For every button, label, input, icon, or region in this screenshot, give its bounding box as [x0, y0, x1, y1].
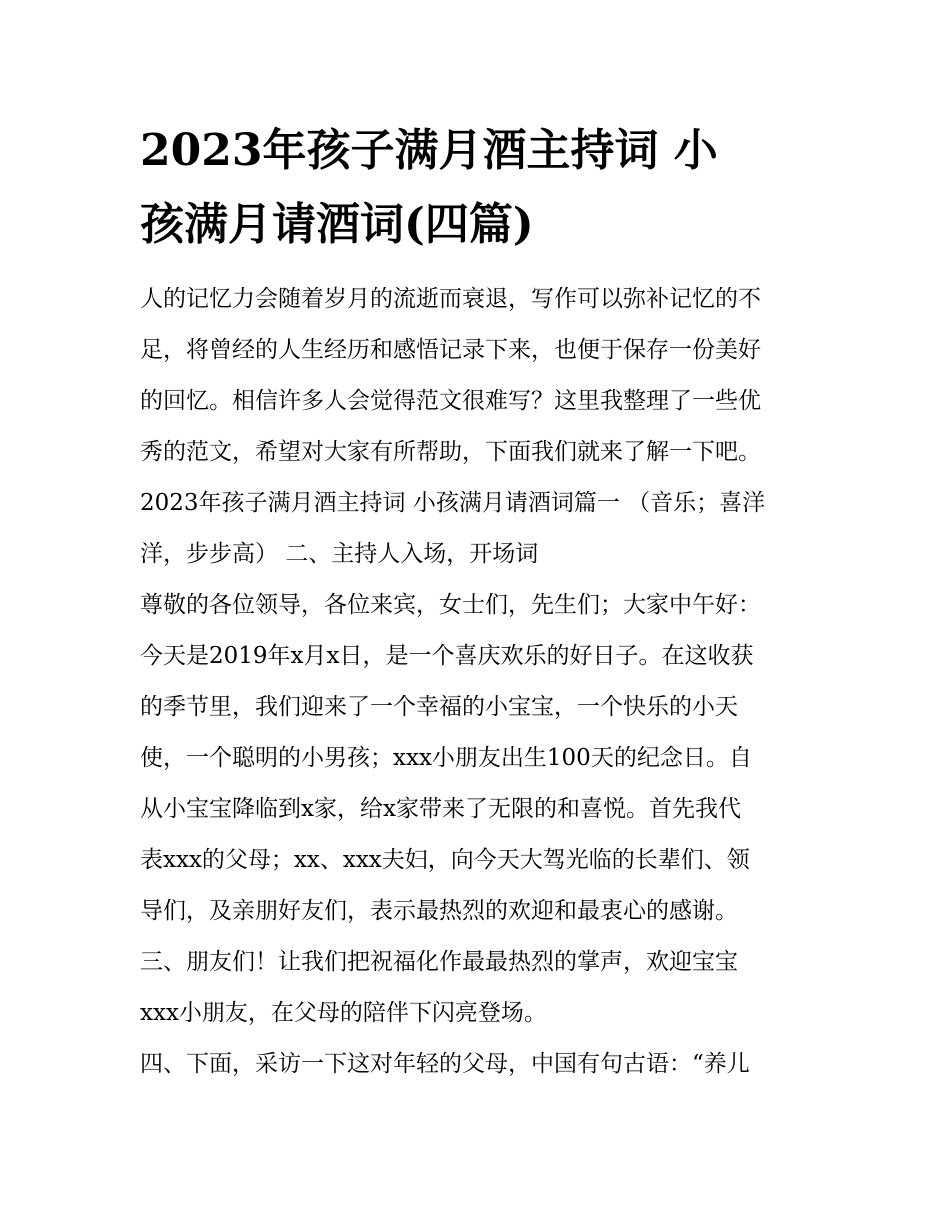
- body-line: 2023年孩子满月酒主持词 小孩满月请酒词篇一 （音乐；喜洋: [140, 490, 766, 516]
- document-title: [140, 114, 820, 262]
- title-line: 孩满月请酒词(四篇): [140, 199, 534, 250]
- title-line: 2023年孩子满月酒主持词 小: [140, 125, 718, 176]
- body-line: 四、下面，采访一下这对年轻的父母，中国有句古语：“养儿: [140, 1051, 750, 1077]
- body-line: 的回忆。相信许多人会觉得范文很难写？这里我整理了一些优: [140, 388, 761, 414]
- body-line: 导们，及亲朋好友们，表示最热烈的欢迎和最衷心的感谢。: [140, 898, 738, 924]
- body-line: 三、朋友们！让我们把祝福化作最最热烈的掌声，欢迎宝宝: [140, 949, 738, 975]
- body-line: 人的记忆力会随着岁月的流逝而衰退，写作可以弥补记忆的不: [140, 286, 761, 312]
- body-line: 使，一个聪明的小男孩；xxx小朋友出生100天的纪念日。自: [140, 745, 752, 771]
- document-body: [140, 274, 820, 1090]
- body-line: 从小宝宝降临到x家，给x家带来了无限的和喜悦。首先我代: [140, 796, 741, 822]
- body-line: 秀的范文，希望对大家有所帮助，下面我们就来了解一下吧。: [140, 439, 761, 465]
- body-line: 今天是2019年x月x日，是一个喜庆欢乐的好日子。在这收获: [140, 643, 754, 669]
- body-line: 足，将曾经的人生经历和感悟记录下来，也便于保存一份美好: [140, 337, 761, 363]
- body-line: xxx小朋友，在父母的陪伴下闪亮登场。: [140, 1000, 547, 1026]
- body-line: 尊敬的各位领导，各位来宾，女士们，先生们；大家中午好：: [140, 592, 761, 618]
- body-line: 的季节里，我们迎来了一个幸福的小宝宝，一个快乐的小天: [140, 694, 738, 720]
- body-line: 洋，步步高） 二、主持人入场，开场词: [140, 541, 539, 567]
- body-line: 表xxx的父母；xx、xxx夫妇，向今天大驾光临的长辈们、领: [140, 847, 750, 873]
